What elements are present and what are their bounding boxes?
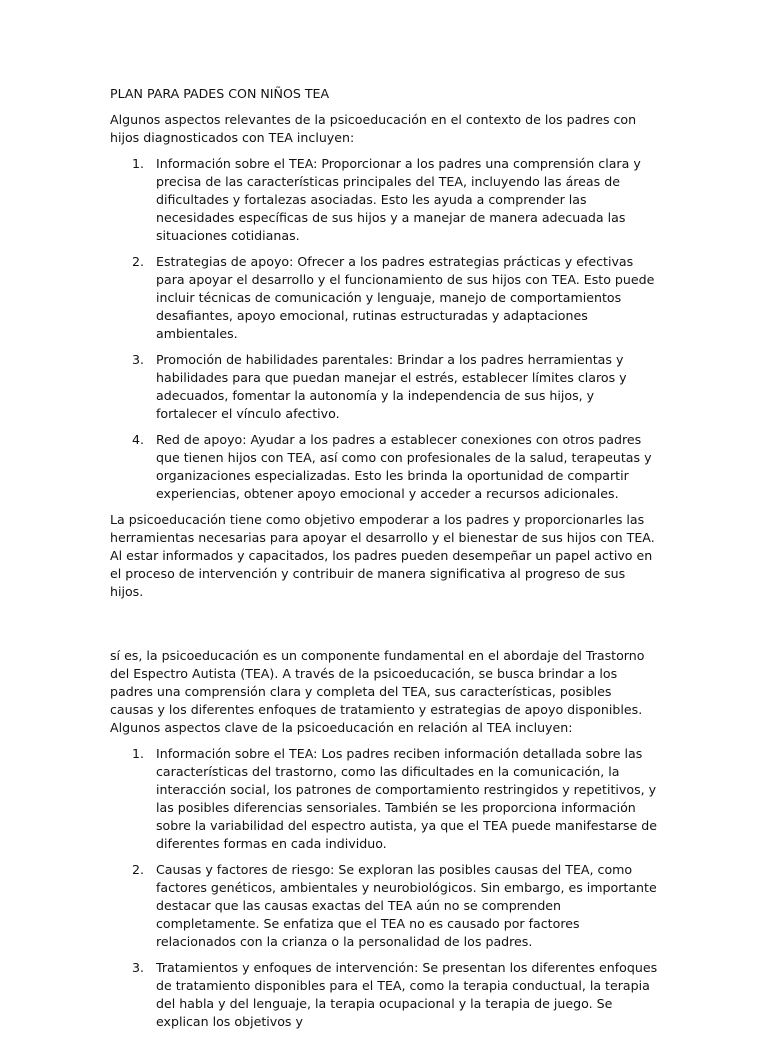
- intro-paragraph: Algunos aspectos relevantes de la psicoeducación en el contexto de los padres con hijos diagnosticados con TEA incluyen:: [110, 112, 637, 145]
- list-item: [110, 155, 658, 245]
- list-item-text: Promoción de habilidades parentales: Brindar a los padres herramientas y habilidades para que puedan manejar el estrés, establecer límites claros y adecuados, fomentar la autonomía y la independencia de sus hijos, y fortalecer el vínculo afectivo.: [156, 352, 627, 421]
- list-number: 2.: [132, 862, 145, 877]
- list-item-text: Tratamientos y enfoques de intervención: Se presentan los diferentes enfoques de tratamiento disponibles para el TEA, como la terapia conductual, la terapia del habla y del lenguaje, la terapia ocupacional y la terapia de juego. Se explican los objetivos y: [156, 960, 658, 1029]
- list-number: 3.: [132, 960, 145, 975]
- list-number: 3.: [132, 352, 145, 367]
- list-item: [110, 351, 658, 423]
- document-page: [110, 85, 658, 1039]
- list-item-text: Estrategias de apoyo: Ofrecer a los padres estrategias prácticas y efectivas para apoyar el desarrollo y el funcionamiento de sus hijos con TEA. Esto puede incluir técnicas de comunicación y lenguaje, manejo de comportamientos desafiantes, apoyo emocional, rutinas estructuradas y adaptaciones ambientales.: [156, 254, 655, 341]
- list-item-text: Información sobre el TEA: Proporcionar a los padres una comprensión clara y precisa de las características principales del TEA, incluyendo las áreas de dificultades y fortalezas asociadas. Esto les ayuda a comprender las necesidades específicas de sus hijos y a manejar de manera adecuada las situaciones cotidianas.: [156, 156, 641, 243]
- list-item-text: Causas y factores de riesgo: Se exploran las posibles causas del TEA, como factores genéticos, ambientales y neurobiológicos. Sin embargo, es importante destacar que las causas exactas del TEA aún no se comprenden completamente. Se enfatiza que el TEA no es causado por factores relacionados con la crianza o la personalidad de los padres.: [156, 862, 657, 949]
- list-item: [110, 959, 658, 1031]
- list-number: 2.: [132, 254, 145, 269]
- list-number: 1.: [132, 746, 145, 761]
- section2-intro-paragraph: sí es, la psicoeducación es un componente fundamental en el abordaje del Trastorno del Espectro Autista (TEA). A través de la psicoeducación, se busca brindar a los padres una comprensión clara y completa del TEA, sus características, posibles causas y los diferentes enfoques de tratamiento y estrategias de apoyo disponibles. Algunos aspectos clave de la psicoeducación en relación al TEA incluyen:: [110, 648, 645, 735]
- list-number: 1.: [132, 156, 145, 171]
- list-item: [110, 861, 658, 951]
- conclusion-paragraph: La psicoeducación tiene como objetivo empoderar a los padres y proporcionarles las herramientas necesarias para apoyar el desarrollo y el bienestar de sus hijos con TEA. Al estar informados y capacitados, los padres pueden desempeñar un papel activo en el proceso de intervención y contribuir de manera significativa al progreso de sus hijos.: [110, 512, 655, 599]
- list-item: [110, 431, 658, 503]
- document-title: PLAN PARA PADES CON NIÑOS TEA: [110, 86, 330, 101]
- list-item: [110, 253, 658, 343]
- list-item-text: Red de apoyo: Ayudar a los padres a establecer conexiones con otros padres que tienen hijos con TEA, así como con profesionales de la salud, terapeutas y organizaciones especializadas. Esto les brinda la oportunidad de compartir experiencias, obtener apoyo emocional y acceder a recursos adicionales.: [156, 432, 652, 501]
- aspects-list: [110, 155, 658, 503]
- list-number: 4.: [132, 432, 145, 447]
- section-spacer: [110, 609, 658, 647]
- list-item-text: Información sobre el TEA: Los padres reciben información detallada sobre las características del trastorno, como las dificultades en la comunicación, la interacción social, los patrones de comportamiento restringidos y repetitivos, y las posibles diferencias sensoriales. También se les proporciona información sobre la variabilidad del espectro autista, ya que el TEA puede manifestarse de diferentes formas en cada individuo.: [156, 746, 658, 851]
- list-item: [110, 745, 658, 853]
- key-aspects-list: [110, 745, 658, 1031]
